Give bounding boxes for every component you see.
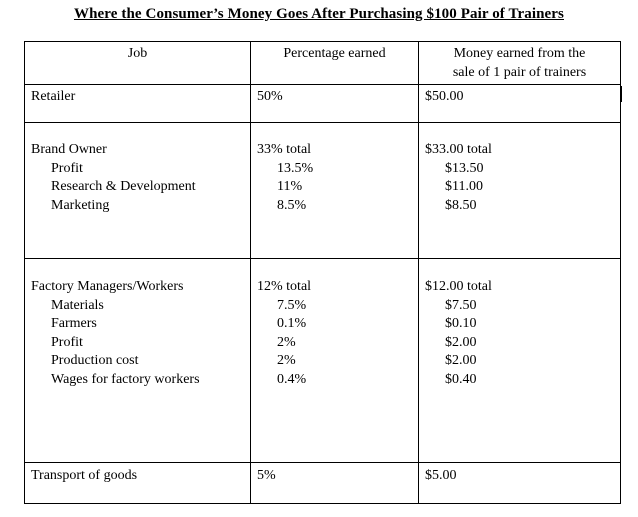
column-divider [418, 42, 419, 503]
transport-money: $5.00 [425, 468, 457, 483]
header-job: Job [127, 46, 148, 61]
header-money-line1: Money earned from the [453, 46, 586, 61]
factory-job: Factory Managers/Workers [31, 279, 184, 294]
factory-percentage: 12% total [257, 279, 312, 294]
factory-sub-money: $7.50 [445, 297, 477, 313]
brand-owner-sub-percentage: 8.5% [277, 197, 307, 213]
brand-owner-sub-job: Research & Development [51, 179, 196, 194]
brand-owner-job: Brand Owner [31, 142, 107, 157]
factory-sub-job: Profit [51, 334, 83, 350]
transport-job: Transport of goods [31, 468, 138, 483]
factory-sub-money: $2.00 [445, 334, 477, 350]
factory-sub-money: $0.10 [445, 316, 477, 331]
factory-sub-job: Production cost [51, 353, 139, 368]
header-percentage: Percentage earned [283, 46, 386, 61]
retailer-percentage: 50% [257, 89, 283, 104]
factory-sub-percentage: 2% [277, 334, 296, 350]
brand-owner-money: $33.00 total [425, 142, 492, 157]
factory-sub-percentage: 7.5% [277, 297, 307, 313]
brand-owner-sub-percentage: 13.5% [277, 160, 314, 176]
brand-owner-percentage: 33% total [257, 142, 312, 157]
brand-owner-sub-percentage: 11% [277, 179, 303, 194]
factory-percentage-column [257, 278, 311, 389]
factory-money: $12.00 total [425, 279, 492, 294]
factory-sub-job: Farmers [51, 316, 97, 331]
factory-job-column [31, 278, 200, 389]
transport-percentage: 5% [257, 468, 276, 483]
factory-sub-percentage: 0.1% [277, 316, 307, 331]
factory-money-column [425, 278, 492, 389]
factory-sub-money: $0.40 [445, 371, 477, 387]
retailer-job: Retailer [31, 89, 76, 104]
edge-mark [620, 86, 622, 102]
retailer-money: $50.00 [425, 89, 464, 104]
factory-sub-money: $2.00 [445, 353, 477, 368]
brand-owner-sub-money: $11.00 [445, 179, 483, 194]
header-money-line2: sale of 1 pair of trainers [452, 64, 587, 80]
row-divider [25, 122, 620, 123]
row-divider [25, 258, 620, 259]
page-title: Where the Consumer’s Money Goes After Purchasing $100 Pair of Trainers [73, 6, 564, 22]
column-divider [250, 42, 251, 503]
row-divider [25, 84, 620, 85]
brand-owner-sub-job: Marketing [51, 197, 110, 213]
header-money [419, 45, 620, 82]
brand-owner-percentage-column [257, 141, 313, 215]
brand-owner-sub-job: Profit [51, 160, 83, 176]
factory-sub-percentage: 2% [277, 353, 296, 368]
brand-owner-sub-money: $13.50 [445, 160, 484, 176]
factory-sub-percentage: 0.4% [277, 371, 307, 387]
brand-owner-money-column [425, 141, 492, 215]
brand-owner-job-column [31, 141, 196, 215]
factory-sub-job: Wages for factory workers [51, 371, 200, 387]
brand-owner-sub-money: $8.50 [445, 197, 477, 213]
row-divider [25, 462, 620, 463]
money-table [24, 41, 621, 504]
factory-sub-job: Materials [51, 297, 104, 313]
